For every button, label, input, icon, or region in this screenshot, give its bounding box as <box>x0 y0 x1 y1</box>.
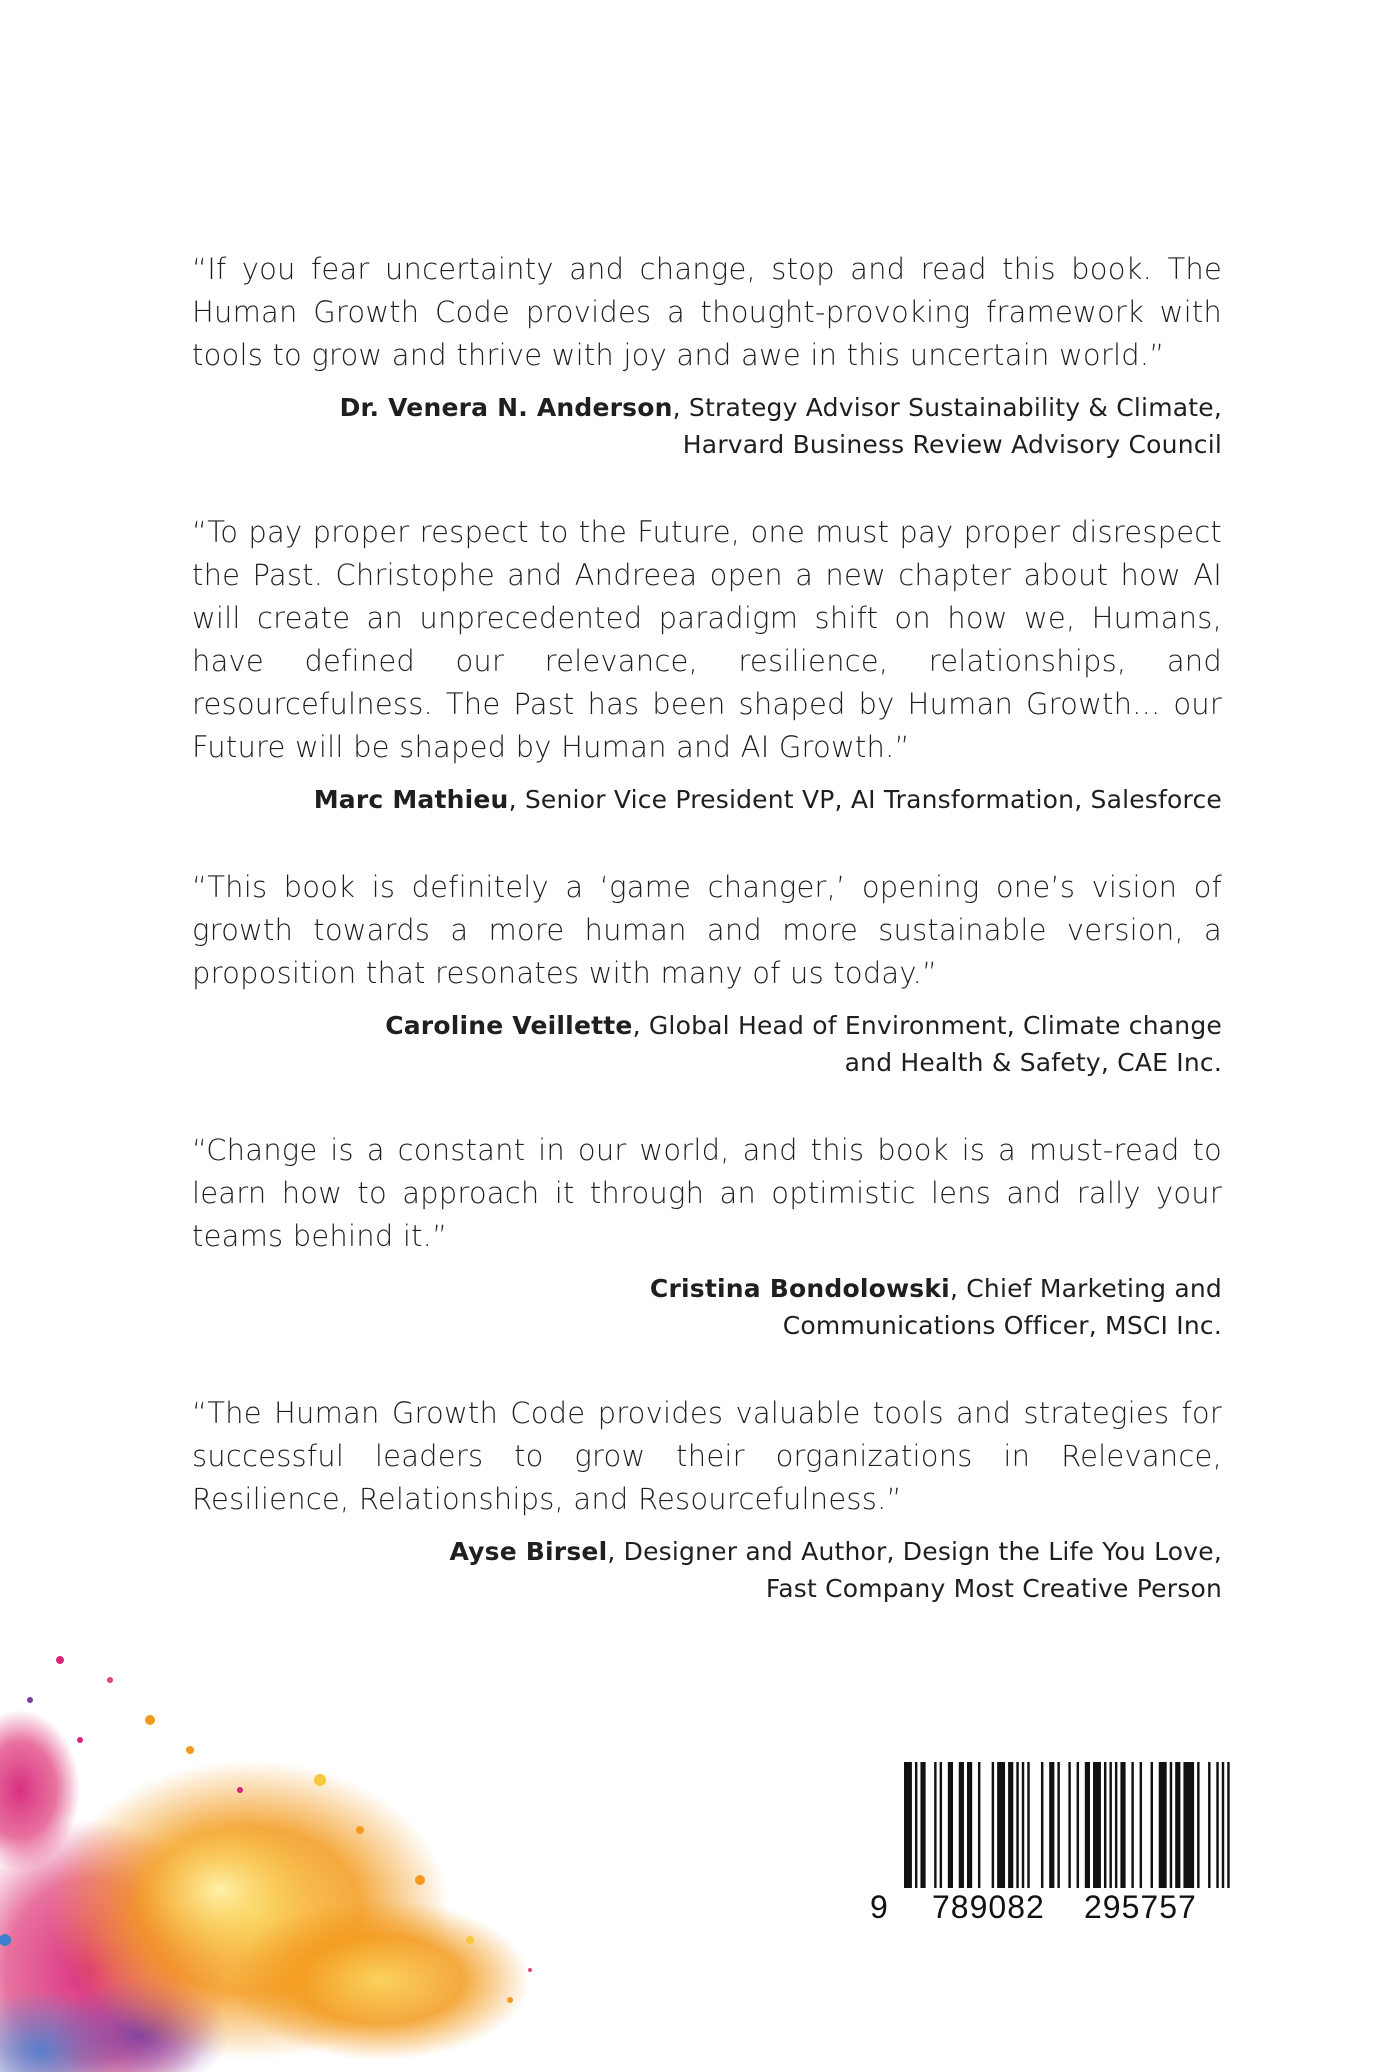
barcode-digits <box>870 1890 1230 1924</box>
barcode-bar <box>1068 1762 1070 1888</box>
barcode-lead-digit: 9 <box>870 1889 888 1925</box>
barcode-bar <box>1027 1762 1029 1888</box>
barcode-bar <box>1140 1762 1142 1888</box>
barcode-bar <box>1085 1762 1090 1888</box>
endorsements <box>192 248 1222 1655</box>
barcode-bar <box>1227 1762 1229 1888</box>
endorsement-quote: “To pay proper respect to the Future, one must pay proper disrespect the Past. Christophe and Andreea open a new chapter about how AI will create an unprecedented paradigm shift on how we, Humans, have defined our relevance, resilience, relationships, and resourcefulness. The Past has been shaped by Human Growth... our Future will be shaped by Human and AI Growth.” <box>192 515 1222 764</box>
endorser-role-continued: Communications Officer, MSCI Inc. <box>782 1311 1222 1340</box>
barcode-digit-group-1: 789082 <box>932 1889 1045 1925</box>
barcode-bar <box>1049 1762 1054 1888</box>
endorsement-1 <box>192 248 1222 463</box>
barcode-bar <box>940 1762 942 1888</box>
barcode-bar <box>959 1762 964 1888</box>
barcode-bar <box>1170 1762 1172 1888</box>
endorsement-3 <box>192 866 1222 1081</box>
barcode-bar <box>1008 1762 1013 1888</box>
endorsement-4 <box>192 1129 1222 1344</box>
barcode-bar <box>1183 1762 1194 1888</box>
barcode-bar <box>920 1762 925 1888</box>
endorser-name: Cristina Bondolowski <box>649 1274 950 1303</box>
barcode-bar <box>904 1762 912 1888</box>
barcode-digit-group-2: 295757 <box>1084 1889 1197 1925</box>
endorsement-attribution <box>192 1007 1222 1081</box>
barcode-bar <box>1197 1762 1199 1888</box>
paint-splash-illustration <box>0 1640 560 2072</box>
endorser-name: Ayse Birsel <box>449 1537 608 1566</box>
barcode-bar <box>1057 1762 1059 1888</box>
barcode-bar <box>948 1762 953 1888</box>
barcode-bar <box>1131 1762 1133 1888</box>
barcode-bar <box>1216 1762 1218 1888</box>
barcode-bar <box>1115 1762 1117 1888</box>
endorser-role-continued: Fast Company Most Creative Person <box>765 1574 1222 1603</box>
barcode-bar <box>1077 1762 1079 1888</box>
barcode-bar <box>1109 1762 1111 1888</box>
endorser-name: Dr. Venera N. Anderson <box>339 393 673 422</box>
endorsement-attribution <box>192 1270 1222 1344</box>
endorsement-2 <box>192 511 1222 818</box>
endorsement-5 <box>192 1392 1222 1607</box>
barcode-bar <box>1041 1762 1043 1888</box>
endorsement-attribution <box>192 1533 1222 1607</box>
endorser-role: , Chief Marketing and <box>949 1274 1222 1303</box>
barcode-bar <box>1093 1762 1101 1888</box>
endorser-role-continued: Harvard Business Review Advisory Council <box>682 430 1222 459</box>
barcode-bar <box>1016 1762 1018 1888</box>
endorsement-attribution <box>192 781 1222 818</box>
barcode-bar <box>934 1762 936 1888</box>
barcode-bar <box>1022 1762 1024 1888</box>
barcode-bar <box>997 1762 1005 1888</box>
barcode-bar <box>967 1762 972 1888</box>
endorsement-quote: “The Human Growth Code provides valuable tools and strategies for successful leaders to grow their organizations in Relevance, Resilience, Relationships, and Resourcefulness.” <box>192 1396 1222 1516</box>
endorsement-quote: “This book is definitely a ‘game changer,’ opening one’s vision of growth towards a more human and more sustainable version, a proposition that resonates with many of us today.” <box>192 870 1222 990</box>
endorser-name: Caroline Veillette <box>385 1011 633 1040</box>
endorsement-quote: “If you fear uncertainty and change, stop and read this book. The Human Growth Code provides a thought-provoking framework with tools to grow and thrive with joy and awe in this uncertain world.” <box>192 252 1222 372</box>
barcode-bar <box>1175 1762 1180 1888</box>
endorsement-quote: “Change is a constant in our world, and this book is a must-read to learn how to approach it through an optimistic lens and rally your teams behind it.” <box>192 1133 1222 1253</box>
barcode-bar <box>1104 1762 1106 1888</box>
barcode-bar <box>1151 1762 1153 1888</box>
barcode-bar <box>1208 1762 1210 1888</box>
barcode-bar <box>915 1762 917 1888</box>
endorsement-attribution <box>192 389 1222 463</box>
barcode-bar <box>1159 1762 1167 1888</box>
isbn-barcode <box>870 1762 1230 1925</box>
endorser-role-continued: and Health & Safety, CAE Inc. <box>844 1048 1222 1077</box>
endorser-role: , Strategy Advisor Sustainability & Climate, <box>672 393 1222 422</box>
barcode-bars <box>904 1762 1230 1888</box>
endorser-name: Marc Mathieu <box>313 785 509 814</box>
endorser-role: , Global Head of Environment, Climate change <box>632 1011 1222 1040</box>
barcode-bar <box>1222 1762 1224 1888</box>
endorser-role: , Designer and Author, Design the Life You Love, <box>607 1537 1222 1566</box>
barcode-bar <box>1120 1762 1125 1888</box>
barcode-bar <box>978 1762 980 1888</box>
barcode-bar <box>992 1762 994 1888</box>
endorser-role: , Senior Vice President VP, AI Transformation, Salesforce <box>508 785 1222 814</box>
